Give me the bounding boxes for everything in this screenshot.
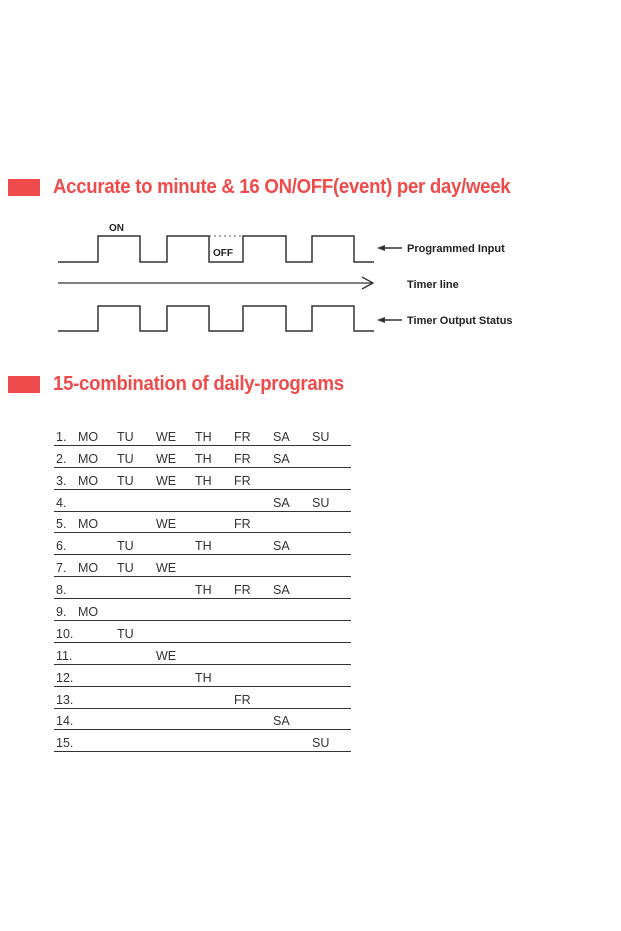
day-cell [117,686,156,708]
row-number: 13. [54,686,78,708]
day-cell [312,533,351,555]
day-cell [156,621,195,643]
row-number: 9. [54,599,78,621]
day-cell [312,467,351,489]
day-cell [117,642,156,664]
day-cell: MO [78,555,117,577]
day-cell [156,489,195,511]
day-cell [195,621,234,643]
day-cell [195,489,234,511]
daily-programs-table [54,424,351,752]
day-cell [312,686,351,708]
table-row [54,489,351,511]
row-number: 6. [54,533,78,555]
day-cell [312,599,351,621]
day-cell: TU [117,555,156,577]
day-cell [195,555,234,577]
day-cell: FR [234,577,273,599]
day-cell [156,686,195,708]
day-cell [234,599,273,621]
table-row [54,424,351,445]
day-cell [156,577,195,599]
day-cell: TH [195,424,234,445]
day-cell [234,621,273,643]
day-cell [312,445,351,467]
day-cell [312,577,351,599]
table-row [54,467,351,489]
day-cell: WE [156,511,195,533]
day-cell: FR [234,511,273,533]
heading-marker [8,179,40,196]
row-number: 10. [54,621,78,643]
row-number: 3. [54,467,78,489]
day-cell: TU [117,445,156,467]
day-cell [273,467,312,489]
row-number: 2. [54,445,78,467]
day-cell [234,664,273,686]
day-cell [78,708,117,730]
row-number: 8. [54,577,78,599]
day-cell [156,730,195,752]
day-cell [273,664,312,686]
day-cell [78,577,117,599]
day-cell [195,686,234,708]
day-cell: SU [312,424,351,445]
day-cell [312,555,351,577]
on-label: ON [109,223,124,234]
day-cell [312,511,351,533]
arrow-left-icon [377,245,402,251]
day-cell: SA [273,489,312,511]
day-cell [156,664,195,686]
timing-diagram [0,215,621,340]
day-cell [195,511,234,533]
day-cell: TH [195,467,234,489]
table-row [54,599,351,621]
timer-line-label: Timer line [407,279,459,291]
day-cell: FR [234,686,273,708]
day-cell: WE [156,642,195,664]
row-number: 4. [54,489,78,511]
row-number: 15. [54,730,78,752]
day-cell [273,621,312,643]
day-cell [234,489,273,511]
day-cell: TU [117,533,156,555]
timer-line-arrow [58,277,373,289]
day-cell [195,599,234,621]
day-cell: TU [117,424,156,445]
day-cell [312,621,351,643]
day-cell: SU [312,730,351,752]
day-cell [273,599,312,621]
day-cell [234,642,273,664]
table-row [54,664,351,686]
day-cell: SU [312,489,351,511]
row-number: 5. [54,511,78,533]
day-cell: SA [273,445,312,467]
day-cell [195,642,234,664]
day-cell: WE [156,445,195,467]
day-cell: WE [156,555,195,577]
table-row [54,730,351,752]
heading-title: 15-combination of daily-programs [53,373,344,395]
timer-output-label: Timer Output Status [407,315,513,327]
row-number: 11. [54,642,78,664]
day-cell [117,664,156,686]
day-cell [156,599,195,621]
table-row [54,511,351,533]
day-cell: MO [78,445,117,467]
day-cell [234,555,273,577]
day-cell [78,730,117,752]
day-cell: SA [273,577,312,599]
heading-marker [8,376,40,393]
day-cell [78,533,117,555]
day-cell [78,642,117,664]
day-cell: TU [117,467,156,489]
day-cell: TU [117,621,156,643]
table-row [54,686,351,708]
day-cell [312,664,351,686]
day-cell [117,730,156,752]
day-cell: MO [78,467,117,489]
day-cell [312,642,351,664]
row-number: 1. [54,424,78,445]
day-cell [117,599,156,621]
section-heading-timing [0,176,545,199]
day-cell [117,708,156,730]
day-cell [273,511,312,533]
day-cell: SA [273,533,312,555]
table-row [54,642,351,664]
day-cell [273,730,312,752]
day-cell [234,708,273,730]
day-cell: TH [195,664,234,686]
table-row [54,533,351,555]
day-cell: TH [195,445,234,467]
table-row [54,577,351,599]
off-label: OFF [213,248,233,259]
day-cell: SA [273,708,312,730]
day-cell [117,489,156,511]
day-cell: FR [234,445,273,467]
table-row [54,555,351,577]
day-cell: SA [273,424,312,445]
day-cell: TH [195,533,234,555]
day-cell [78,621,117,643]
day-cell [312,708,351,730]
day-cell [195,708,234,730]
timer-output-wave [58,306,374,331]
day-cell [78,664,117,686]
day-cell: WE [156,424,195,445]
day-cell [156,708,195,730]
day-cell: MO [78,599,117,621]
table-row [54,445,351,467]
row-number: 12. [54,664,78,686]
day-cell: TH [195,577,234,599]
day-cell: FR [234,424,273,445]
table-row [54,708,351,730]
day-cell: MO [78,511,117,533]
day-cell [234,730,273,752]
day-cell [117,577,156,599]
day-cell: WE [156,467,195,489]
arrow-left-icon [377,317,402,323]
day-cell [234,533,273,555]
heading-title: Accurate to minute & 16 ON/OFF(event) per day/week [53,176,511,198]
day-cell [273,642,312,664]
day-cell [273,555,312,577]
row-number: 14. [54,708,78,730]
day-cell [78,686,117,708]
section-heading-programs [0,373,366,396]
day-cell [78,489,117,511]
day-cell [156,533,195,555]
day-cell [117,511,156,533]
programmed-input-label: Programmed Input [407,243,505,255]
table-row [54,621,351,643]
day-cell: FR [234,467,273,489]
day-cell [273,686,312,708]
row-number: 7. [54,555,78,577]
day-cell: MO [78,424,117,445]
day-cell [195,730,234,752]
